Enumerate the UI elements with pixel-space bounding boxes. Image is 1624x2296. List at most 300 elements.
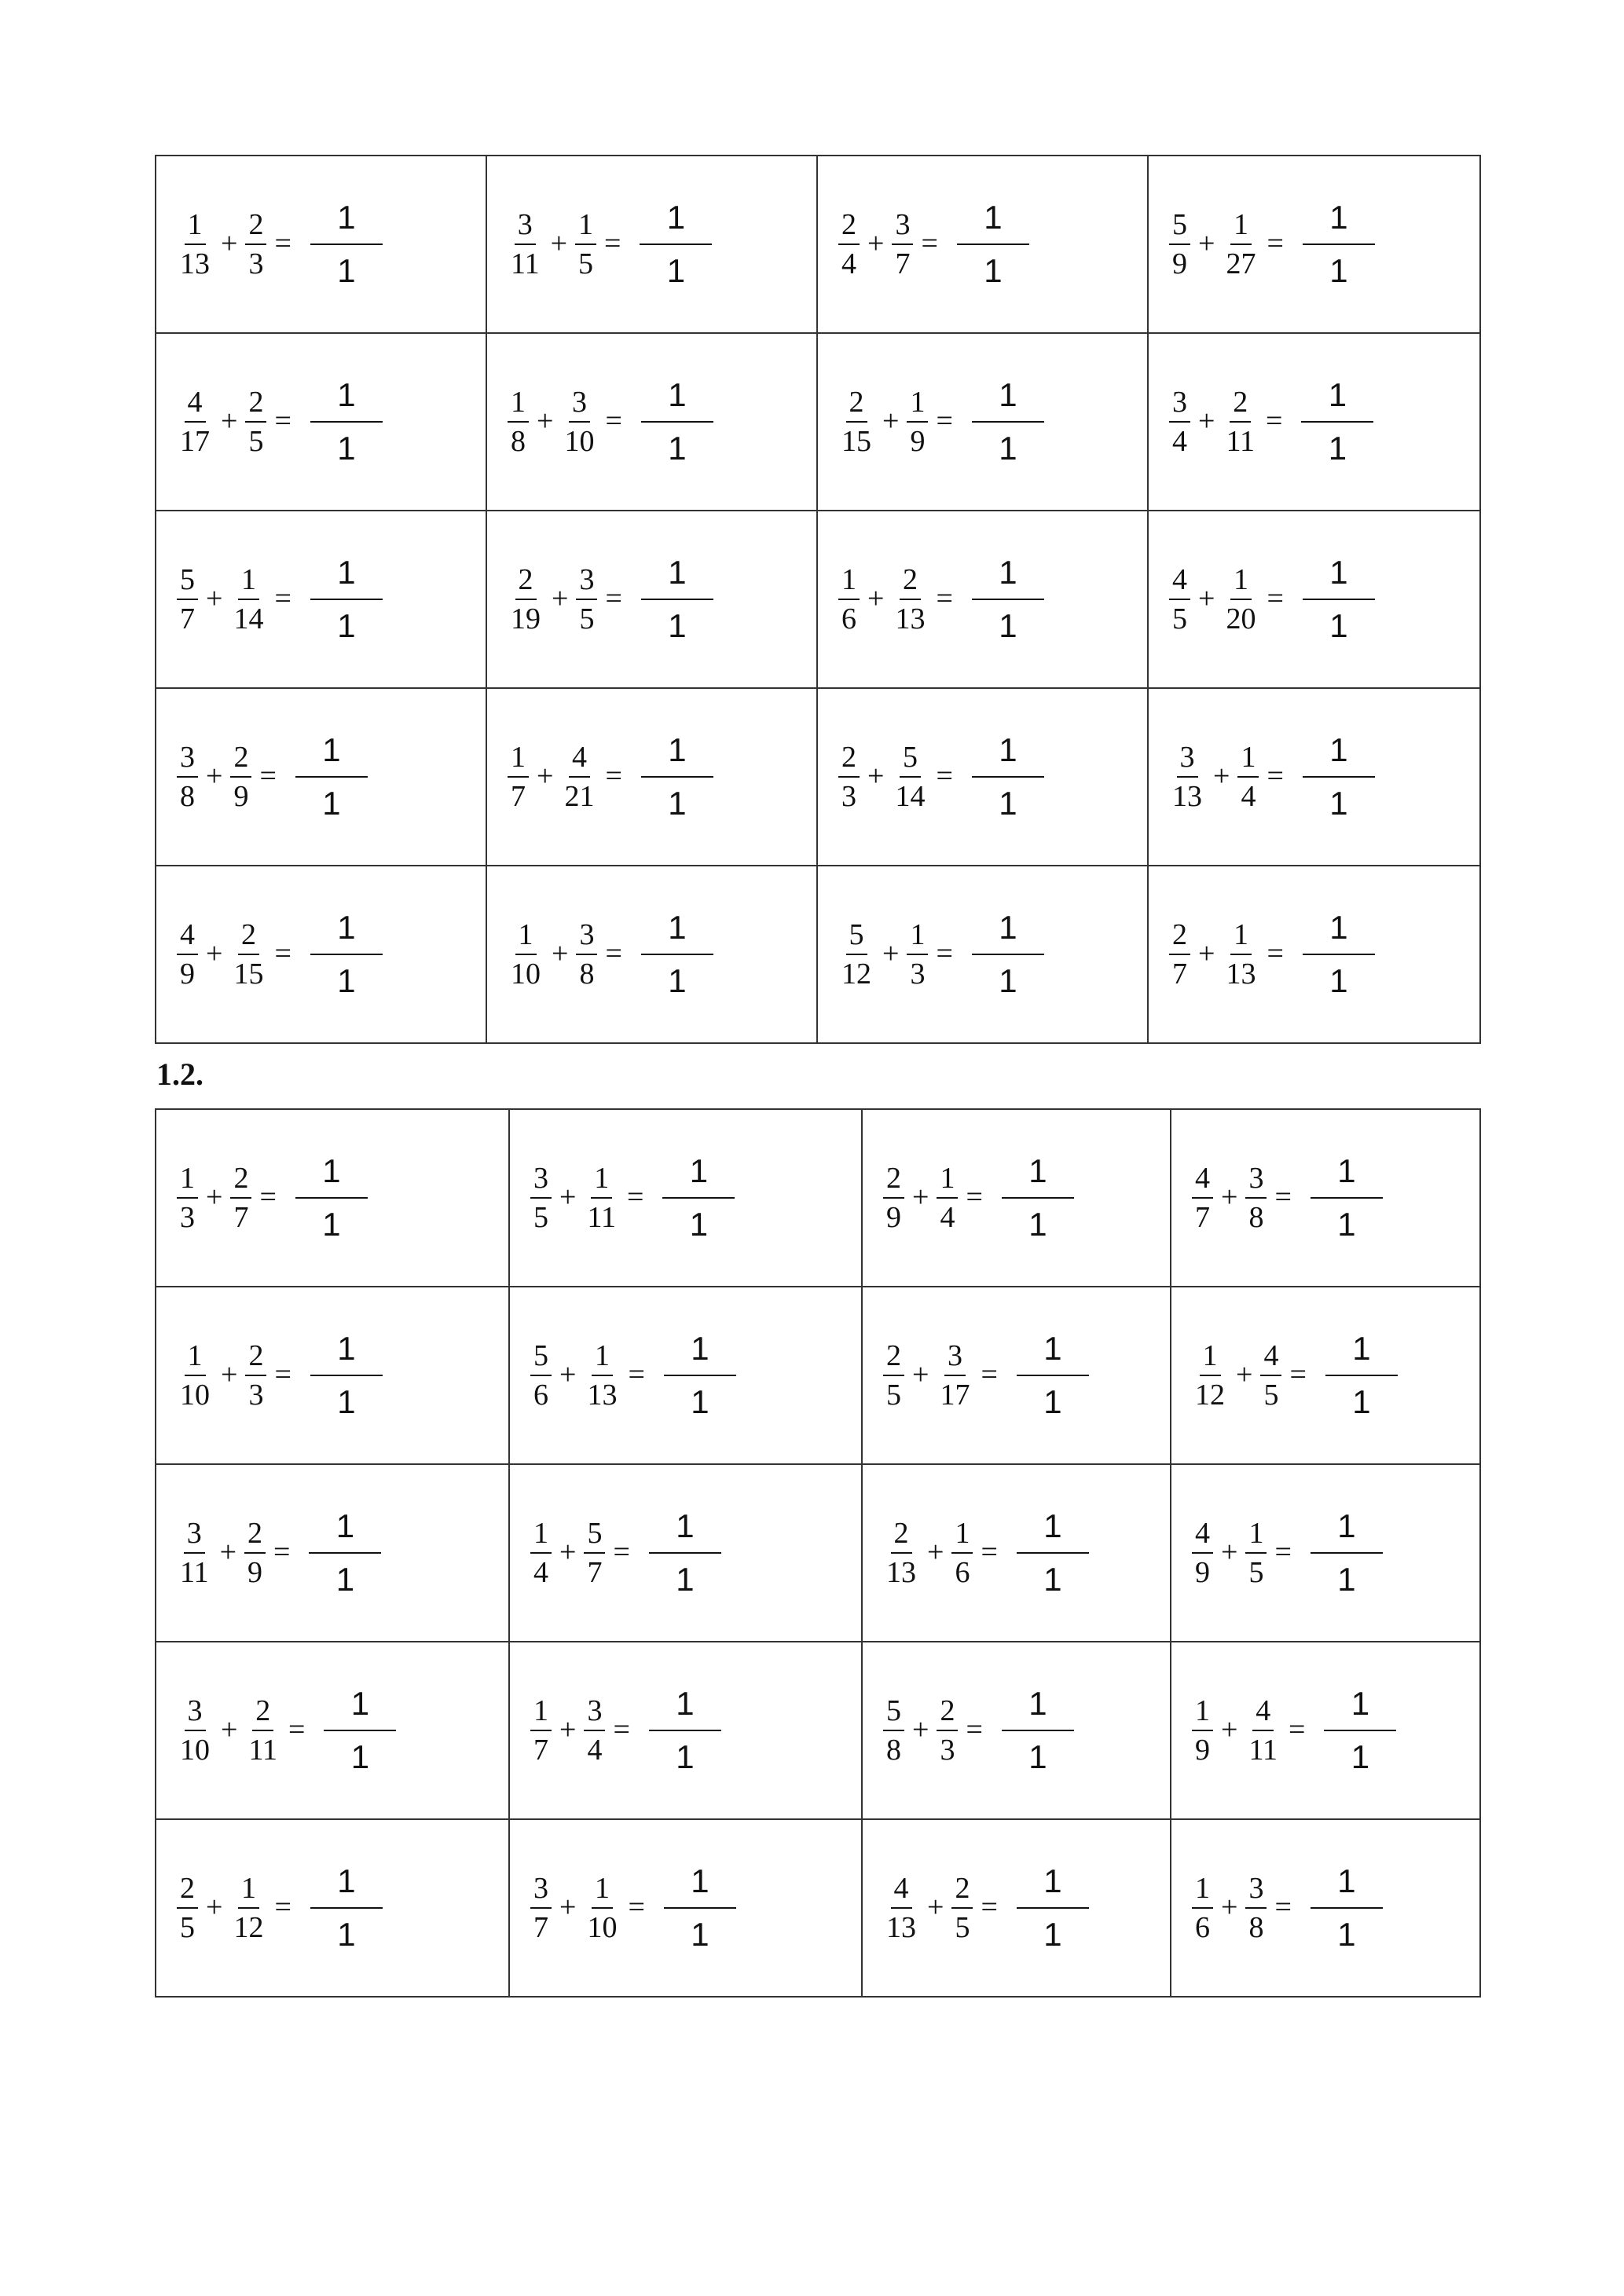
answer-numerator: 1 [640,201,712,245]
first-fraction [838,920,874,989]
second-fraction [230,565,266,634]
answer-fraction [1017,1862,1089,1953]
answer-denominator: 1 [335,1561,355,1598]
second-fraction-denominator: 11 [1226,425,1256,458]
exercise-cell [862,1464,1171,1642]
first-fraction [838,210,860,279]
answer-denominator: 1 [1043,1916,1062,1953]
answer-denominator: 1 [1329,785,1348,822]
equals-sign: = [981,1891,998,1924]
answer-fraction [1017,1507,1089,1598]
first-fraction-numerator: 2 [846,387,867,423]
answer-numerator: 1 [324,1687,396,1731]
exercise-cell [862,1287,1171,1464]
equals-sign: = [936,405,953,438]
first-fraction-numerator: 5 [883,1696,904,1731]
first-fraction [838,387,874,456]
first-fraction-numerator: 1 [508,742,529,778]
answer-fraction [310,911,383,998]
first-fraction [177,565,198,634]
second-fraction-denominator: 10 [564,425,595,458]
first-fraction-numerator: 4 [1192,1163,1213,1199]
answer-denominator: 1 [666,252,686,289]
second-fraction-denominator: 7 [587,1556,603,1589]
answer-denominator: 1 [691,1916,709,1953]
second-fraction [230,920,266,989]
first-fraction-numerator: 1 [530,1518,552,1554]
exercise-cell [156,1109,509,1287]
exercise-cell [156,1642,509,1819]
equals-sign: = [274,1891,291,1924]
exercise-cell [156,866,486,1043]
answer-numerator: 1 [295,1155,368,1199]
second-fraction [1245,1696,1281,1765]
plus-sign: + [882,405,900,438]
plus-sign: + [1213,760,1230,793]
equals-sign: = [605,760,622,793]
plus-sign: + [1221,1181,1238,1214]
second-fraction [892,210,913,279]
answer-numerator: 1 [1303,556,1375,600]
first-fraction-numerator: 3 [185,1696,206,1731]
equation [156,1820,508,1996]
second-fraction-denominator: 6 [955,1556,970,1589]
answer-fraction [664,1862,736,1953]
equals-sign: = [259,1181,277,1214]
second-fraction-denominator: 5 [1248,1556,1264,1589]
equals-sign: = [936,937,953,970]
first-fraction [883,1163,904,1232]
equals-sign: = [1274,1891,1292,1924]
second-fraction-denominator: 3 [940,1734,955,1767]
equation [1171,1465,1479,1641]
answer-denominator: 1 [1328,430,1347,467]
plus-sign: + [206,1891,223,1924]
second-fraction [937,1163,958,1232]
answer-fraction [1303,201,1375,287]
exercise-cell [156,1464,509,1642]
answer-numerator: 1 [1017,1865,1089,1909]
equation [156,1110,508,1286]
answer-fraction [1303,911,1375,998]
second-fraction [245,387,266,456]
first-fraction [1192,1341,1228,1410]
answer-denominator: 1 [1028,1206,1047,1243]
equation [1149,689,1479,865]
equation [1149,334,1479,510]
equation [1149,511,1479,687]
second-fraction-denominator: 13 [1226,958,1256,991]
second-fraction [584,1341,620,1410]
exercise-cell [817,688,1148,866]
answer-numerator: 1 [310,379,383,423]
first-fraction-denominator: 13 [180,247,210,280]
first-fraction-numerator: 2 [177,1873,198,1909]
answer-numerator: 1 [295,734,368,778]
equation [1149,156,1479,332]
answer-fraction [324,1687,396,1774]
answer-fraction [310,201,383,287]
answer-fraction [957,201,1029,287]
exercise-cell [486,688,817,866]
exercise-cell [156,688,486,866]
second-fraction-numerator: 1 [937,1163,958,1199]
second-fraction-numerator: 1 [1245,1518,1267,1554]
second-fraction-denominator: 3 [910,958,926,991]
plus-sign: + [206,1181,223,1214]
first-fraction [838,742,860,811]
first-fraction-denominator: 9 [886,1201,901,1234]
exercise-cell [1171,1819,1480,1997]
equals-sign: = [274,405,291,438]
exercise-cell [1171,1287,1480,1464]
second-fraction [1237,742,1259,811]
first-fraction-numerator: 1 [530,1696,552,1731]
exercise-cell [817,333,1148,511]
second-fraction [584,1518,605,1587]
table-row [156,688,1480,866]
first-fraction-numerator: 5 [1169,210,1190,245]
answer-numerator: 1 [972,379,1044,423]
first-fraction-denominator: 9 [1172,247,1187,280]
equals-sign: = [1266,405,1283,438]
second-fraction-numerator: 4 [569,742,590,778]
second-fraction-denominator: 14 [895,780,926,813]
plus-sign: + [912,1713,929,1746]
second-fraction [245,1696,280,1765]
first-fraction-numerator: 2 [838,210,860,245]
answer-numerator: 1 [649,1687,721,1731]
first-fraction-denominator: 4 [533,1556,548,1589]
second-fraction [1245,1518,1267,1587]
plus-sign: + [912,1181,929,1214]
equation [510,1465,861,1641]
answer-fraction [640,201,712,287]
exercise-cell [1148,156,1480,333]
answer-fraction [1301,376,1373,467]
exercise-cell [1148,866,1480,1043]
exercise-cell [817,156,1148,333]
first-fraction [1192,1163,1213,1232]
plus-sign: + [1221,1713,1238,1746]
exercise-cell [817,866,1148,1043]
equals-sign: = [273,1536,291,1569]
second-fraction-denominator: 4 [1241,780,1256,813]
answer-fraction [1002,1687,1074,1774]
equation [156,866,486,1042]
second-fraction-numerator: 3 [892,210,913,245]
equation [818,156,1147,332]
second-fraction [907,920,928,989]
plus-sign: + [559,1181,577,1214]
second-fraction-denominator: 11 [248,1734,278,1767]
plus-sign: + [221,227,238,260]
second-fraction [584,1163,619,1232]
plus-sign: + [221,405,238,438]
answer-denominator: 1 [689,1206,709,1243]
answer-denominator: 1 [337,1383,356,1420]
first-fraction-denominator: 13 [886,1911,916,1944]
first-fraction-denominator: 15 [841,425,871,458]
second-fraction-numerator: 3 [1245,1873,1267,1909]
equals-sign: = [981,1536,998,1569]
equals-sign: = [1267,760,1284,793]
second-fraction [561,387,597,456]
second-fraction [1223,565,1259,634]
exercise-cell [1148,333,1480,511]
exercise-cell [156,1287,509,1464]
equals-sign: = [627,1181,644,1214]
second-fraction [245,210,266,279]
answer-fraction [295,731,368,822]
equals-sign: = [605,405,622,438]
first-fraction [177,920,198,989]
equals-sign: = [274,227,291,260]
first-fraction [177,1518,212,1587]
second-fraction-numerator: 2 [238,920,259,955]
first-fraction-denominator: 10 [180,1379,210,1412]
equation [156,511,486,687]
answer-fraction [1324,1687,1396,1774]
first-fraction-numerator: 5 [177,565,198,600]
first-fraction-denominator: 9 [1195,1556,1210,1589]
answer-numerator: 1 [664,1332,736,1376]
second-fraction-denominator: 5 [579,602,595,635]
answer-numerator: 1 [310,911,383,955]
table-row [156,1819,1480,1997]
second-fraction-numerator: 1 [907,920,928,955]
table-row [156,333,1480,511]
exercise-cell [1148,688,1480,866]
first-fraction [838,565,860,634]
equation [818,511,1147,687]
second-fraction-numerator: 2 [1230,387,1251,423]
plus-sign: + [1221,1891,1238,1924]
equation [156,689,486,865]
answer-fraction [664,1332,736,1419]
second-fraction-numerator: 2 [245,1341,266,1376]
first-fraction-numerator: 3 [1177,742,1198,778]
first-fraction-denominator: 7 [1195,1201,1210,1234]
equals-sign: = [1267,227,1284,260]
exercise-cell [509,1819,862,1997]
answer-denominator: 1 [999,962,1017,999]
equals-sign: = [613,1536,630,1569]
table-row [156,511,1480,688]
second-fraction [937,1696,958,1765]
first-fraction [508,742,529,811]
answer-denominator: 1 [1028,1738,1047,1775]
equation [818,689,1147,865]
second-fraction-denominator: 11 [587,1201,617,1234]
second-fraction-numerator: 2 [245,387,266,423]
first-fraction-denominator: 10 [180,1734,210,1767]
section-heading: 1.2. [156,1056,203,1092]
first-fraction-denominator: 9 [1195,1734,1210,1767]
first-fraction-denominator: 19 [511,602,541,635]
first-fraction-numerator: 1 [185,210,206,245]
equation [818,866,1147,1042]
equals-sign: = [1289,1713,1306,1746]
answer-denominator: 1 [1337,1561,1356,1598]
first-fraction-denominator: 7 [511,780,526,813]
first-fraction-denominator: 7 [1172,958,1187,991]
second-fraction-numerator: 1 [238,1873,259,1909]
plus-sign: + [550,227,568,260]
answer-numerator: 1 [972,911,1044,955]
second-fraction-denominator: 17 [940,1379,970,1412]
second-fraction [892,565,928,634]
second-fraction-numerator: 2 [245,210,266,245]
equation [487,334,816,510]
answer-fraction [1311,1507,1383,1598]
first-fraction-denominator: 5 [886,1379,901,1412]
table-row [156,866,1480,1043]
first-fraction-denominator: 13 [886,1556,916,1589]
answer-numerator: 1 [1303,201,1375,245]
answer-fraction [1017,1332,1089,1419]
exercise-cell [1148,511,1480,688]
plus-sign: + [552,937,569,970]
second-fraction-numerator: 2 [230,742,251,778]
second-fraction-numerator: 1 [1230,565,1252,600]
plus-sign: + [867,227,885,260]
first-fraction-numerator: 5 [846,920,867,955]
first-fraction [177,1696,213,1765]
equation [510,1820,861,1996]
second-fraction-numerator: 3 [1245,1163,1267,1199]
exercise-cell [509,1109,862,1287]
first-fraction [530,1518,552,1587]
answer-denominator: 1 [1329,252,1348,289]
equals-sign: = [936,582,953,615]
first-fraction [508,210,543,279]
exercise-cell [862,1819,1171,1997]
answer-denominator: 1 [1329,962,1348,999]
equation [1171,1287,1479,1463]
second-fraction-denominator: 10 [587,1911,618,1944]
first-fraction-numerator: 4 [185,387,206,423]
plus-sign: + [552,582,569,615]
second-fraction-denominator: 9 [233,780,249,813]
second-fraction-denominator: 9 [910,425,926,458]
first-fraction-numerator: 1 [515,920,537,955]
first-fraction-denominator: 12 [1195,1379,1225,1412]
plus-sign: + [927,1891,944,1924]
equation [863,1110,1170,1286]
first-fraction-denominator: 7 [533,1911,548,1944]
first-fraction-numerator: 1 [177,1163,198,1199]
second-fraction-numerator: 2 [252,1696,273,1731]
first-fraction [1169,387,1190,456]
plus-sign: + [219,1536,237,1569]
answer-fraction [1002,1152,1074,1243]
first-fraction-denominator: 11 [180,1556,209,1589]
answer-numerator: 1 [1017,1332,1089,1376]
equals-sign: = [1267,937,1284,970]
second-fraction-denominator: 7 [895,247,911,280]
exercise-cell [486,333,817,511]
exercise-table-1 [155,155,1481,1044]
second-fraction-denominator: 5 [578,247,594,280]
second-fraction [1245,1873,1267,1943]
plus-sign: + [882,937,900,970]
answer-denominator: 1 [337,252,356,289]
first-fraction-denominator: 10 [511,958,541,991]
equals-sign: = [1274,1181,1292,1214]
table-row [156,1109,1480,1287]
first-fraction-numerator: 5 [530,1341,552,1376]
first-fraction [508,920,544,989]
second-fraction-denominator: 13 [587,1379,618,1412]
second-fraction-denominator: 3 [248,247,264,280]
exercise-cell [509,1642,862,1819]
second-fraction-numerator: 2 [937,1696,958,1731]
second-fraction-denominator: 11 [1248,1734,1278,1767]
first-fraction [1192,1518,1213,1587]
second-fraction-denominator: 15 [233,958,264,991]
second-fraction-denominator: 8 [1248,1911,1264,1944]
equation [510,1642,861,1818]
first-fraction [1192,1873,1213,1943]
first-fraction-denominator: 7 [533,1734,548,1767]
answer-denominator: 1 [999,607,1017,644]
first-fraction-numerator: 4 [177,920,198,955]
answer-numerator: 1 [1311,1510,1383,1554]
answer-fraction [1311,1152,1383,1243]
first-fraction-numerator: 3 [1169,387,1190,423]
second-fraction [1223,387,1258,456]
second-fraction-numerator: 1 [1230,210,1252,245]
first-fraction [177,1873,198,1943]
first-fraction [530,1163,552,1232]
equation [863,1465,1170,1641]
exercise-cell [509,1464,862,1642]
equals-sign: = [1274,1536,1292,1569]
exercise-cell [156,333,486,511]
exercise-cell [486,866,817,1043]
equation [1171,1642,1479,1818]
equation [818,334,1147,510]
table-row [156,1287,1480,1464]
first-fraction [1169,920,1190,989]
plus-sign: + [537,405,554,438]
plus-sign: + [206,582,223,615]
answer-fraction [1311,1862,1383,1953]
answer-numerator: 1 [309,1510,381,1554]
first-fraction-denominator: 6 [1195,1911,1210,1944]
first-fraction [1169,210,1190,279]
second-fraction [892,742,928,811]
second-fraction-numerator: 3 [576,920,597,955]
equals-sign: = [613,1713,630,1746]
first-fraction [530,1341,552,1410]
exercise-cell [486,156,817,333]
plus-sign: + [559,1891,577,1924]
answer-fraction [662,1152,735,1243]
equals-sign: = [1267,582,1284,615]
answer-fraction [972,556,1044,643]
plus-sign: + [1221,1536,1238,1569]
second-fraction-denominator: 5 [955,1911,970,1944]
first-fraction-denominator: 6 [533,1379,548,1412]
equation [1171,1820,1479,1996]
answer-numerator: 1 [1301,379,1373,423]
equation [487,511,816,687]
first-fraction [177,742,198,811]
first-fraction-numerator: 2 [1169,920,1190,955]
exercise-cell [817,511,1148,688]
